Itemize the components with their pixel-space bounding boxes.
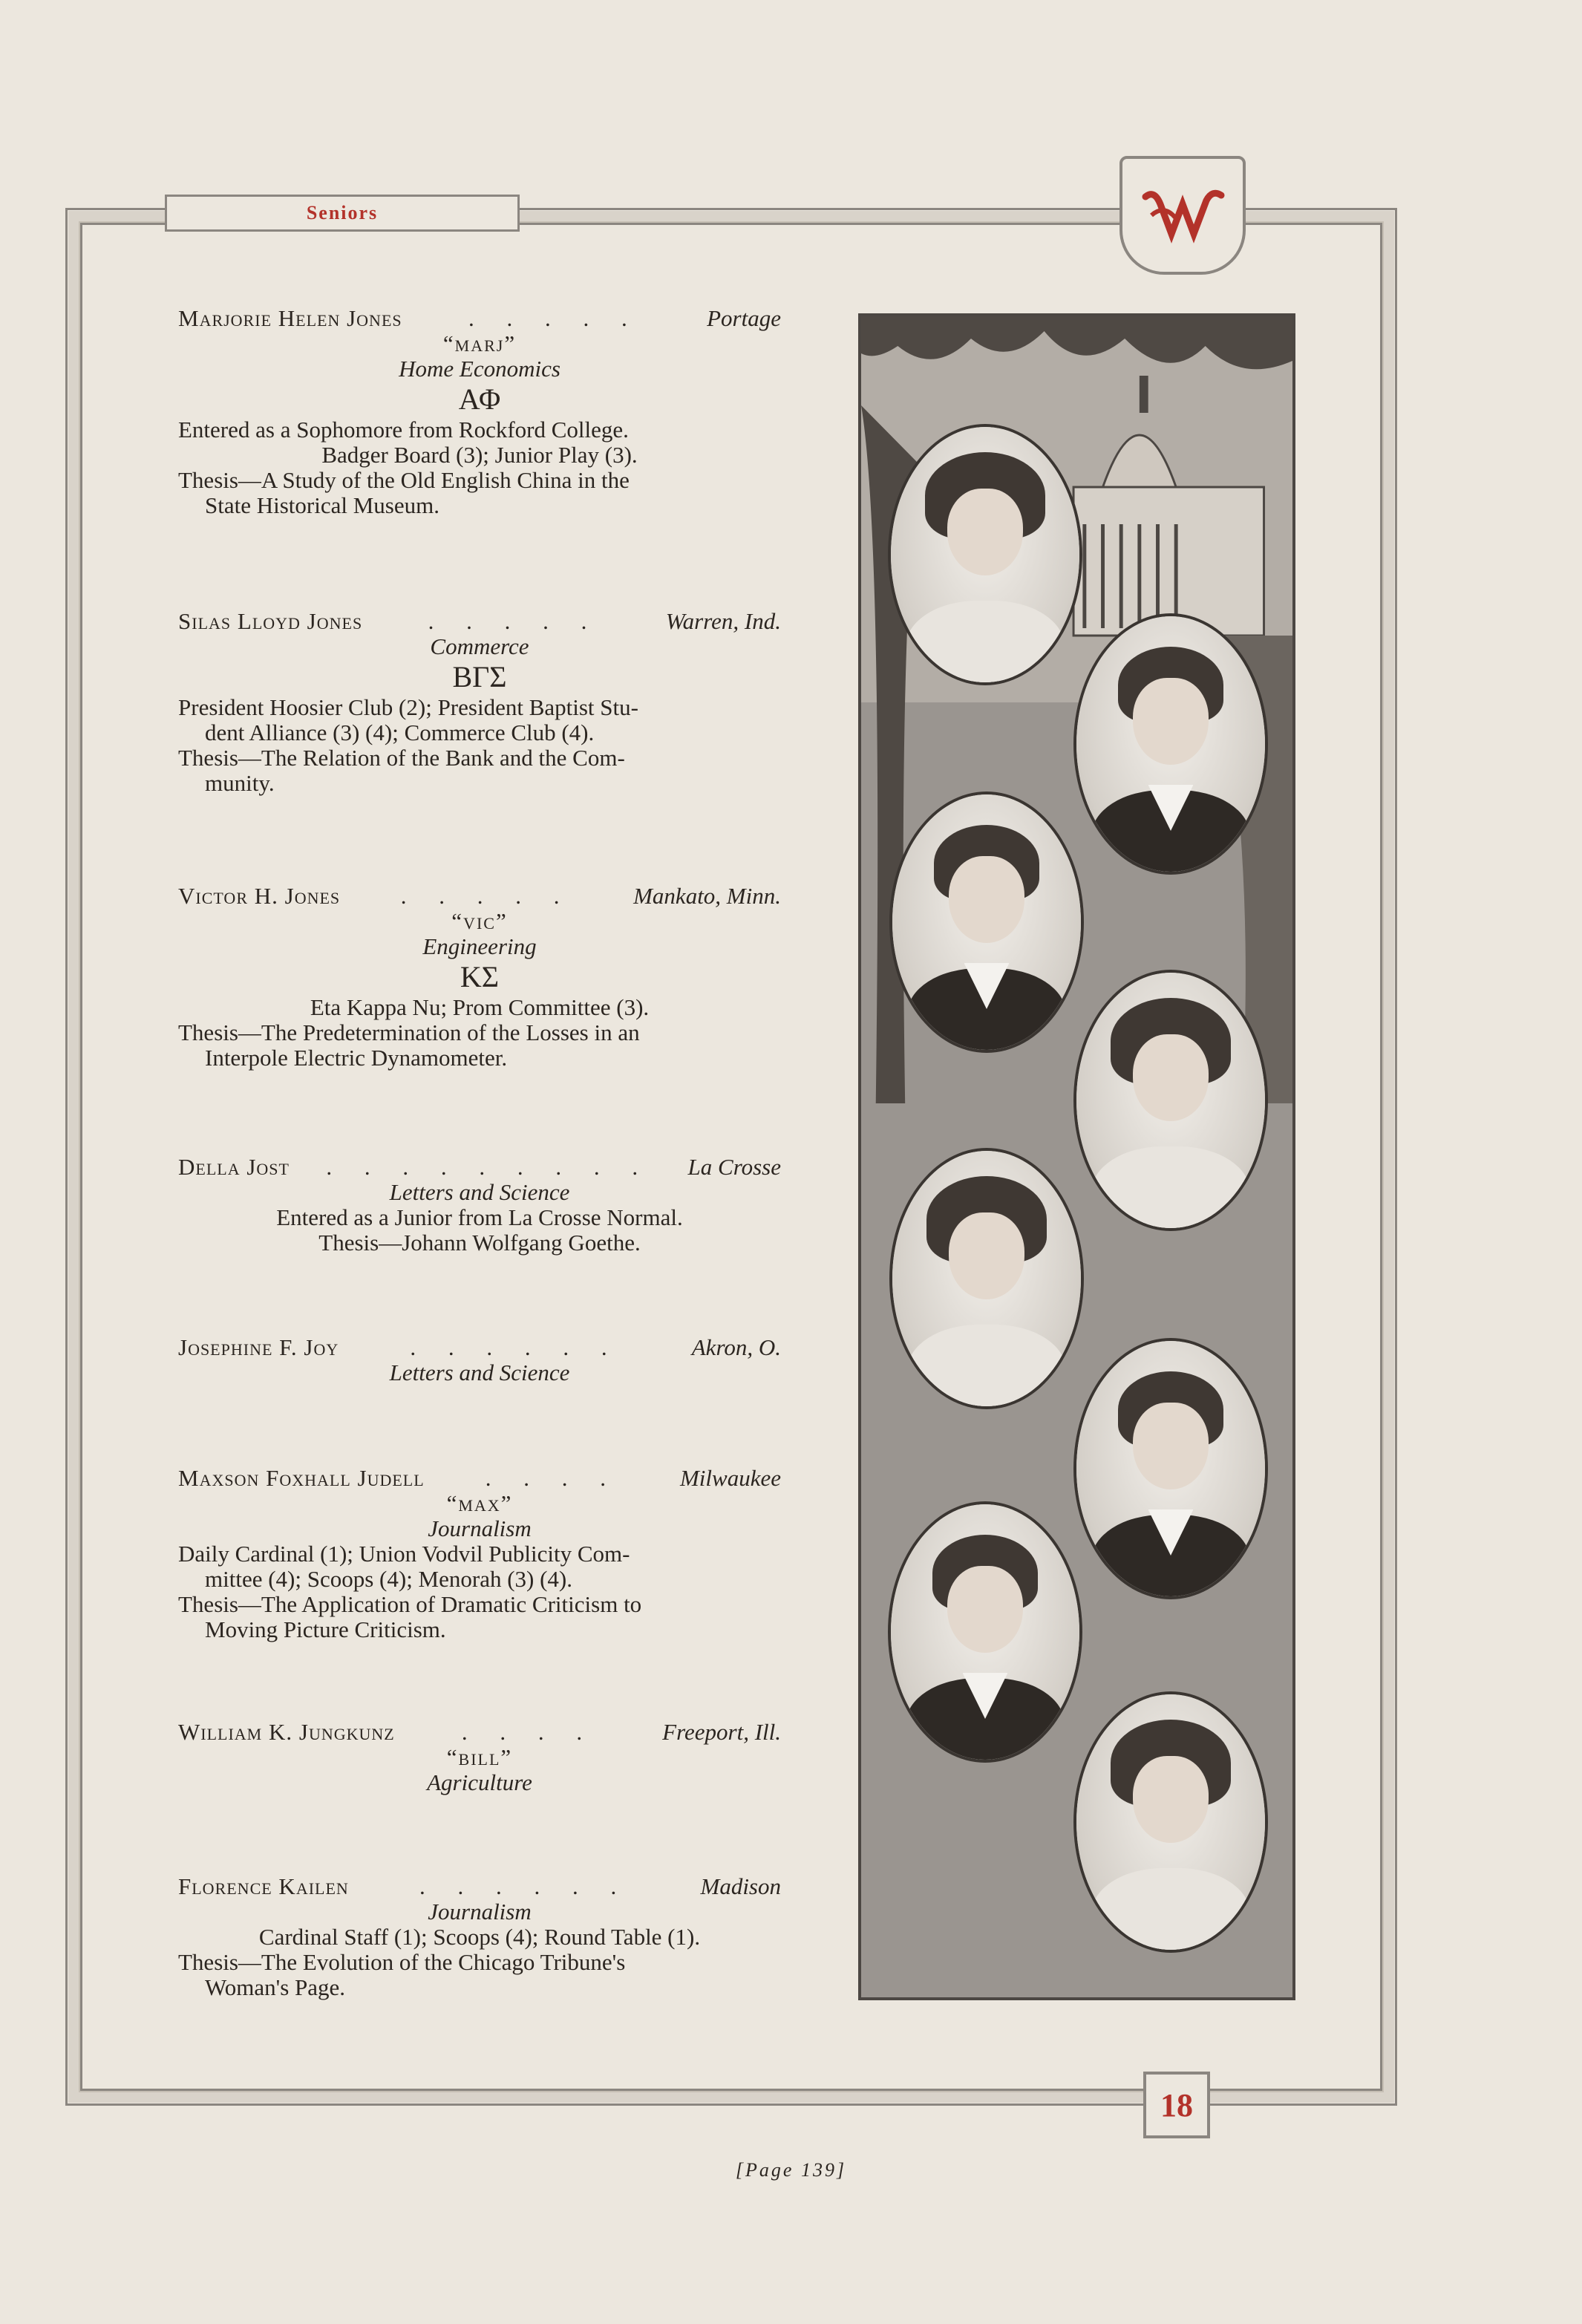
portrait-photo — [1073, 613, 1268, 875]
entry-line: Cardinal Staff (1); Scoops (4); Round Table (1). — [258, 1924, 701, 1950]
course: Journalism — [428, 1515, 532, 1541]
entry-header — [178, 1155, 781, 1180]
senior-entry — [178, 884, 781, 1071]
senior-entry — [178, 609, 781, 796]
page-mark: 18 — [1160, 2086, 1193, 2124]
senior-entry — [178, 1335, 781, 1385]
nickname: “bill” — [446, 1744, 513, 1770]
entry-line: State Historical Museum. — [205, 492, 439, 518]
portrait-photo — [1073, 1338, 1268, 1599]
entry-line: Thesis—Johann Wolfgang Goethe. — [318, 1230, 641, 1256]
page-footer: [Page 139] — [735, 2159, 847, 2181]
course: Home Economics — [399, 356, 560, 382]
section-title: Seniors — [306, 202, 379, 223]
course: Engineering — [422, 933, 537, 959]
course: Agriculture — [427, 1769, 532, 1795]
portrait-photo — [1073, 1691, 1268, 1953]
senior-name: Maxson Foxhall Judell — [178, 1465, 425, 1491]
portrait-photo — [889, 791, 1084, 1053]
entry-line: Daily Cardinal (1); Union Vodvil Publicity Com- — [178, 1541, 630, 1567]
senior-entry — [178, 1155, 781, 1256]
entry-header — [178, 1335, 781, 1360]
course: Commerce — [430, 633, 529, 659]
course: Letters and Science — [389, 1360, 570, 1385]
entry-line: munity. — [205, 770, 275, 796]
section-tab — [165, 195, 520, 232]
portrait-photo — [888, 424, 1082, 685]
hometown: Portage — [707, 305, 781, 331]
entry-line: mittee (4); Scoops (4); Menorah (3) (4). — [205, 1566, 573, 1592]
senior-name: Josephine F. Joy — [178, 1334, 339, 1360]
senior-name: Della Jost — [178, 1154, 290, 1180]
greek-letters: ΑΦ — [458, 382, 501, 416]
greek-letters: ΚΣ — [460, 960, 500, 993]
hometown: Freeport, Ill. — [662, 1719, 781, 1745]
entry-header — [178, 1720, 781, 1745]
portrait-photo — [889, 1148, 1084, 1409]
leader-dots: . . . . . . . . . — [326, 1155, 652, 1180]
senior-entry — [178, 306, 781, 518]
entry-header — [178, 306, 781, 331]
w-monogram-icon — [1138, 182, 1227, 249]
entry-line: Eta Kappa Nu; Prom Committee (3). — [310, 994, 650, 1020]
entry-line: dent Alliance (3) (4); Commerce Club (4). — [205, 719, 595, 745]
leader-dots: . . . . — [461, 1720, 596, 1745]
portrait-photo — [888, 1501, 1082, 1763]
entry-header — [178, 1874, 781, 1899]
entry-header — [178, 1466, 781, 1491]
senior-name: William K. Jungkunz — [178, 1719, 395, 1745]
entry-line: Woman's Page. — [205, 1974, 346, 2000]
leader-dots: . . . . . — [428, 609, 601, 634]
hometown: La Crosse — [687, 1154, 781, 1180]
entry-line: Entered as a Junior from La Crosse Normal. — [276, 1204, 683, 1230]
course: Journalism — [428, 1899, 532, 1925]
entry-line: Interpole Electric Dynamometer. — [205, 1045, 508, 1071]
course: Letters and Science — [389, 1179, 570, 1205]
senior-name: Victor H. Jones — [178, 883, 341, 909]
entry-header — [178, 609, 781, 634]
nickname: “max” — [446, 1490, 513, 1516]
hometown: Madison — [700, 1873, 781, 1899]
entry-header — [178, 884, 781, 909]
entry-line: Badger Board (3); Junior Play (3). — [321, 442, 638, 468]
senior-entry — [178, 1720, 781, 1795]
leader-dots: . . . . . . — [410, 1335, 621, 1360]
senior-name: Silas Lloyd Jones — [178, 608, 363, 634]
senior-entry — [178, 1466, 781, 1642]
hometown: Milwaukee — [679, 1465, 781, 1491]
portrait-panel — [858, 313, 1295, 2000]
senior-entry — [178, 1874, 781, 2000]
entry-line: Entered as a Sophomore from Rockford College. — [178, 417, 629, 443]
hometown: Mankato, Minn. — [633, 883, 781, 909]
entry-line: Moving Picture Criticism. — [205, 1616, 446, 1642]
leader-dots: . . . . . . — [419, 1874, 630, 1899]
leader-dots: . . . . . — [468, 306, 641, 331]
greek-letters: ΒΓΣ — [452, 660, 507, 693]
page-mark-box — [1143, 2072, 1210, 2138]
senior-name: Florence Kailen — [178, 1873, 349, 1899]
entry-line: Thesis—The Predetermination of the Losses in an — [178, 1019, 640, 1045]
entry-line: Thesis—The Relation of the Bank and the Com- — [178, 745, 625, 771]
entry-line: President Hoosier Club (2); President Baptist Stu- — [178, 694, 638, 720]
nickname: “marj” — [442, 330, 517, 356]
entry-line: Thesis—A Study of the Old English China in the — [178, 467, 630, 493]
nickname: “vic” — [451, 908, 508, 934]
hometown: Akron, O. — [691, 1334, 781, 1360]
senior-name: Marjorie Helen Jones — [178, 305, 402, 331]
entry-line: Thesis—The Application of Dramatic Criticism to — [178, 1591, 642, 1617]
portrait-photo — [1073, 970, 1268, 1231]
leader-dots: . . . . — [485, 1466, 619, 1491]
university-crest-icon — [1120, 156, 1246, 275]
leader-dots: . . . . . — [400, 884, 573, 909]
entry-line: Thesis—The Evolution of the Chicago Tribune's — [178, 1949, 626, 1975]
hometown: Warren, Ind. — [665, 608, 781, 634]
